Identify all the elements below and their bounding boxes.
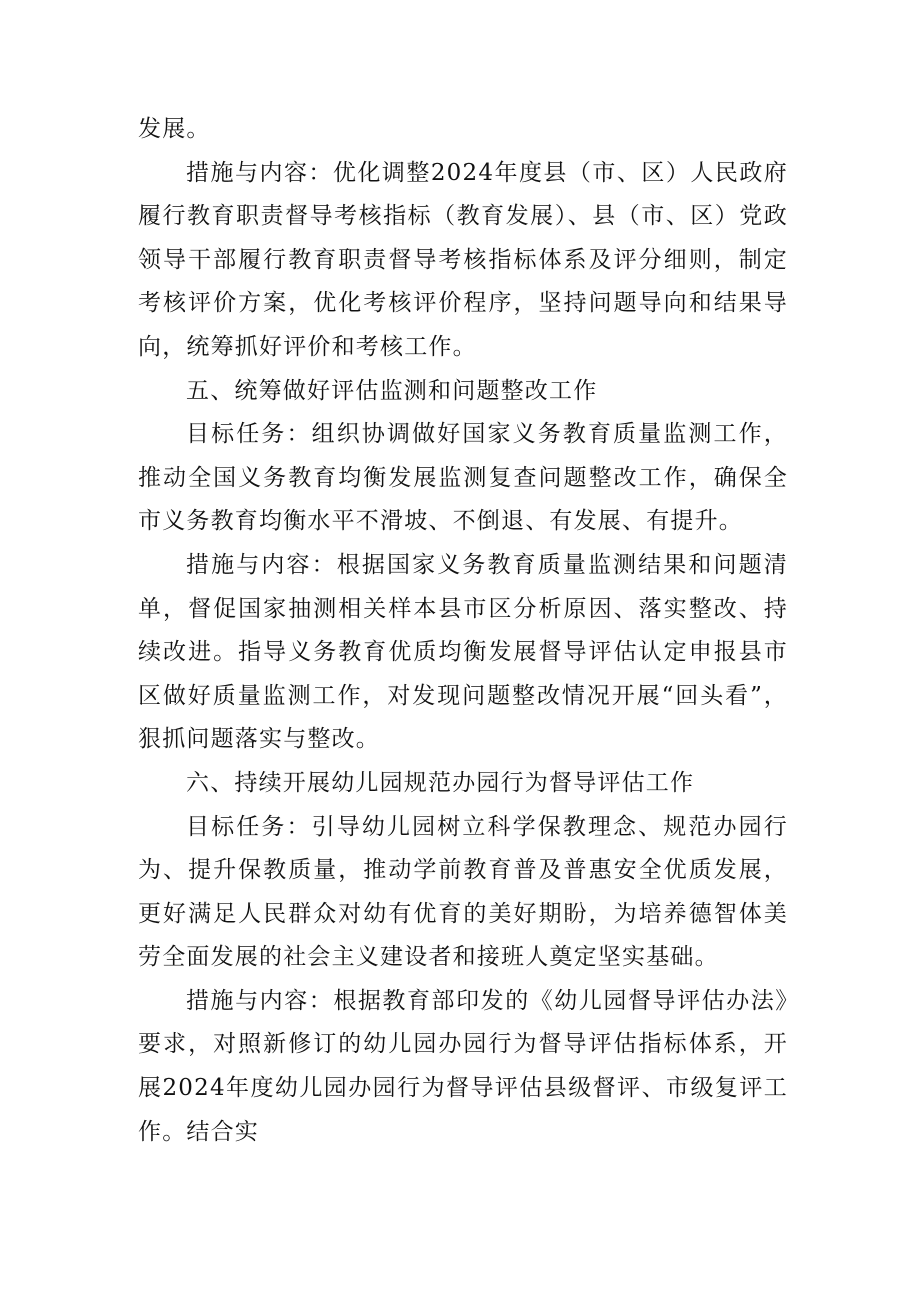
paragraph-measures-monitoring: 措施与内容：根据国家义务教育质量监测结果和问题清单，督促国家抽测相关样本县市区分析原因、落实整改、持续改进。指导义务教育优质均衡发展督导评估认定申报县市区做好质量监测工作，对发现问题整改情况开展“回头看”，狠抓问题落实与整改。: [138, 551, 788, 753]
paragraph-measures-kindergarten: 措施与内容：根据教育部印发的《幼儿园督导评估办法》要求，对照新修订的幼儿园办园行为督导评估指标体系，开展2024年度幼儿园办园行为督导评估县级督评、市级复评工作。结合实: [138, 987, 788, 1145]
paragraph-goals-monitoring: 目标任务：组织协调做好国家义务教育质量监测工作，推动全国义务教育均衡发展监测复查问题整改工作，确保全市义务教育均衡水平不滑坡、不倒退、有发展、有提升。: [138, 421, 788, 535]
section-heading-six: 六、持续开展幼儿园规范办园行为督导评估工作: [186, 769, 695, 796]
section-heading-five: 五、统筹做好评估监测和问题整改工作: [186, 377, 598, 404]
paragraph-continuation: 发展。: [138, 116, 211, 142]
paragraph-goals-kindergarten: 目标任务：引导幼儿园树立科学保教理念、规范办园行为、提升保教质量，推动学前教育普及普惠安全优质发展，更好满足人民群众对幼有优育的美好期盼，为培养德智体美劳全面发展的社会主义建设者和接班人奠定坚实基础。: [138, 813, 788, 971]
document-body: [138, 108, 788, 1154]
paragraph-measures-assessment: 措施与内容：优化调整2024年度县（市、区）人民政府履行教育职责督导考核指标（教育发展）、县（市、区）党政领导干部履行教育职责督导考核指标体系及评分细则，制定考核评价方案，优化考核评价程序，坚持问题导向和结果导向，统筹抓好评价和考核工作。: [138, 159, 788, 360]
